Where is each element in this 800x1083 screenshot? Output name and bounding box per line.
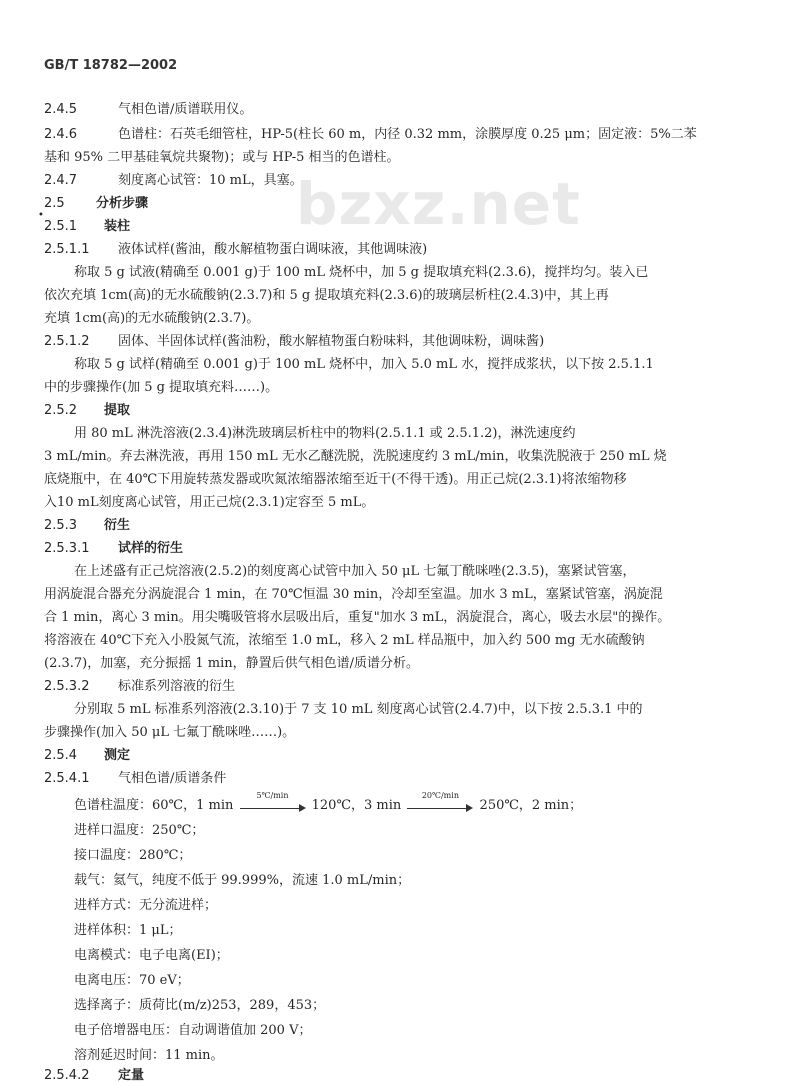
paragraph-line: 3 mL/min。弃去淋洗液，再用 150 mL 无水乙醚洗脱，洗脱速度约 3 mL/min，收集洗脱液于 250 mL 烧 xyxy=(44,449,667,464)
margin-mark: • xyxy=(38,210,44,221)
condition-line: 电离模式：电子电离(EI)； xyxy=(74,948,229,963)
ramp-arrow-1: 5℃/min xyxy=(238,799,308,813)
condition-line: 进样口温度：250℃； xyxy=(74,823,205,838)
section-2-5: 2.5 分析步骤 xyxy=(44,196,149,211)
ramp-arrow-2: 20℃/min xyxy=(405,799,475,813)
section-2-5-4-2: 2.5.4.2 定量 xyxy=(44,1068,145,1083)
section-2-5-1-2: 2.5.1.2 固体、半固体试样(酱油粉，酸水解植物蛋白粉味料，其他调味粉，调味酱) xyxy=(44,334,545,349)
paragraph-line: 入10 mL刻度离心试管，用正己烷(2.3.1)定容至 5 mL。 xyxy=(44,495,375,510)
section-2-5-3-2: 2.5.3.2 标准系列溶液的衍生 xyxy=(44,679,236,694)
paragraph-line: 分别取 5 mL 标准系列溶液(2.3.10)于 7 支 10 mL 刻度离心试管(2.4.7)中，以下按 2.5.3.1 中的 xyxy=(74,702,643,717)
clause-2-4-6-cont: 基和 95% 二甲基硅氧烷共聚物)；或与 HP-5 相当的色谱柱。 xyxy=(44,150,400,165)
paragraph-line: 底烧瓶中，在 40℃下用旋转蒸发器或吹氮浓缩器浓缩至近干(不得干透)。用正己烷(2.3.1)将浓缩物移 xyxy=(44,472,627,487)
paragraph-line: 步骤操作(加入 50 μL 七氟丁酰咪唑……)。 xyxy=(44,725,296,740)
condition-line: 接口温度：280℃； xyxy=(74,848,192,863)
section-2-5-2: 2.5.2 提取 xyxy=(44,403,131,418)
section-2-5-1-1: 2.5.1.1 液体试样(酱油，酸水解植物蛋白调味液，其他调味液) xyxy=(44,242,428,257)
condition-line: 电离电压：70 eV； xyxy=(74,973,190,988)
paragraph-line: 中的步骤操作(加 5 g 提取填充料……)。 xyxy=(44,380,279,395)
condition-line: 电子倍增器电压：自动调谐值加 200 V； xyxy=(74,1023,312,1038)
paragraph-line: 称取 5 g 试液(精确至 0.001 g)于 100 mL 烧杯中，加 5 g 提取填充料(2.3.6)，搅拌均匀。装入已 xyxy=(74,265,649,280)
paragraph-line: 依次充填 1cm(高)的无水硫酸钠(2.3.7)和 5 g 提取填充料(2.3.6)的玻璃层析柱(2.4.3)中，其上再 xyxy=(44,288,609,303)
paragraph-line: 充填 1cm(高)的无水硫酸钠(2.3.7)。 xyxy=(44,311,260,326)
paragraph-line: 将溶液在 40℃下充入小股氮气流，浓缩至 1.0 mL，移入 2 mL 样品瓶中，加入约 500 mg 无水硫酸钠 xyxy=(44,633,645,648)
section-2-5-4: 2.5.4 测定 xyxy=(44,748,131,763)
paragraph-line: (2.3.7)，加塞，充分振摇 1 min，静置后供气相色谱/质谱分析。 xyxy=(44,656,419,671)
standard-number: GB/T 18782—2002 xyxy=(44,58,178,73)
condition-line: 进样体积：1 μL； xyxy=(74,923,182,938)
section-2-5-3-1: 2.5.3.1 试样的衍生 xyxy=(44,541,184,556)
clause-2-4-6: 2.4.6 色谱柱：石英毛细管柱，HP-5(柱长 60 m，内径 0.32 mm，涂膜厚度 0.25 μm；固定液：5%二苯 xyxy=(44,127,697,142)
paragraph-line: 称取 5 g 试样(精确至 0.001 g)于 100 mL 烧杯中，加入 5.0 mL 水，搅拌成浆状，以下按 2.5.1.1 xyxy=(74,357,654,372)
paragraph-line: 在上述盛有正己烷溶液(2.5.2)的刻度离心试管中加入 50 μL 七氟丁酰咪唑(2.3.5)，塞紧试管塞， xyxy=(74,564,636,579)
condition-line: 进样方式：无分流进样； xyxy=(74,898,218,913)
condition-line: 选择离子：质荷比(m/z)253，289，453； xyxy=(74,998,326,1013)
paragraph-line: 用涡旋混合器充分涡旋混合 1 min，在 70℃恒温 30 min，冷却至室温。加水 3 mL，塞紧试管塞，涡旋混 xyxy=(44,587,663,602)
condition-column-temp: 色谱柱温度：60℃，1 min 5℃/min 120℃，3 min 20℃/min 250℃，2 min； xyxy=(74,790,583,813)
paragraph-line: 合 1 min，离心 3 min。用尖嘴吸管将水层吸出后，重复"加水 3 mL，涡旋混合，离心，吸去水层"的操作。 xyxy=(44,610,671,625)
paragraph-line: 用 80 mL 淋洗溶液(2.3.4)淋洗玻璃层析柱中的物料(2.5.1.1 或 2.5.1.2)，淋洗速度约 xyxy=(74,426,576,441)
section-2-5-4-1: 2.5.4.1 气相色谱/质谱条件 xyxy=(44,771,227,786)
condition-line: 载气：氦气，纯度不低于 99.999%，流速 1.0 mL/min； xyxy=(74,873,411,888)
section-2-5-3: 2.5.3 衍生 xyxy=(44,518,131,533)
section-2-5-1: 2.5.1 装柱 xyxy=(44,219,131,234)
watermark: bzxz.net xyxy=(296,170,581,238)
condition-line: 溶剂延迟时间：11 min。 xyxy=(74,1048,224,1063)
clause-2-4-7: 2.4.7 刻度离心试管：10 mL，具塞。 xyxy=(44,173,303,188)
clause-2-4-5: 2.4.5 气相色谱/质谱联用仪。 xyxy=(44,102,253,117)
